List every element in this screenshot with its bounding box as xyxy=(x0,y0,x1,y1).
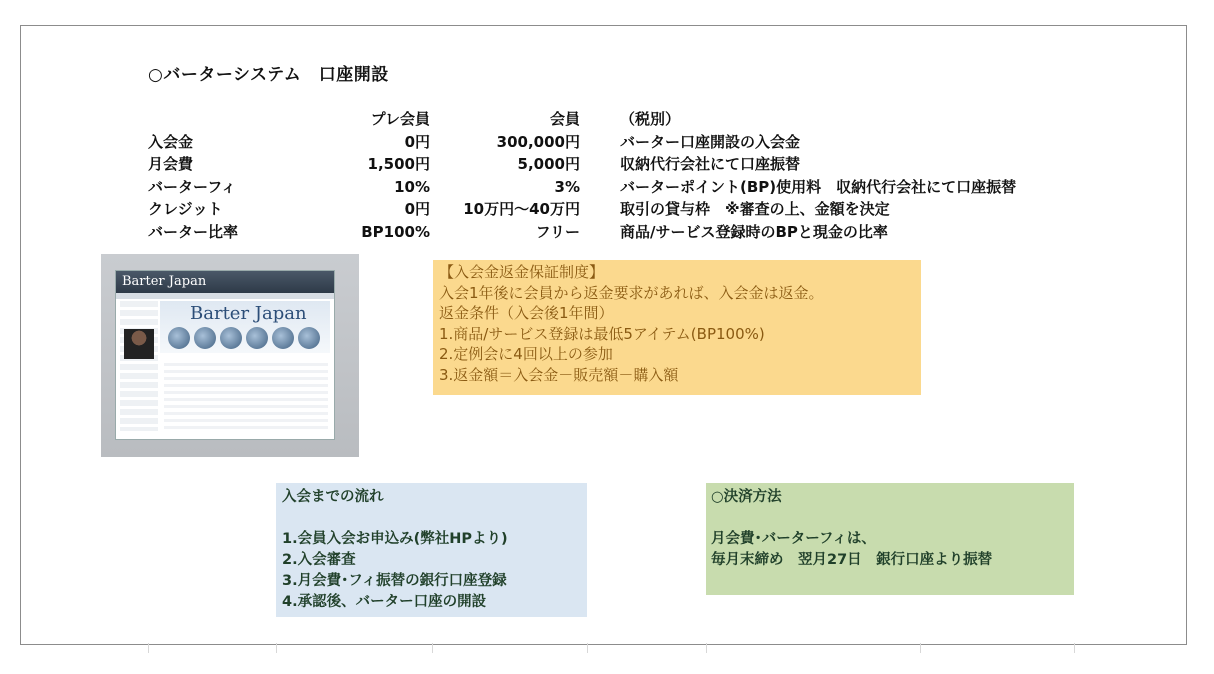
row-pre-member: BP100% xyxy=(361,222,430,241)
photo-orb xyxy=(246,327,268,349)
photo-orb xyxy=(220,327,242,349)
row-member: 5,000円 xyxy=(517,155,580,173)
spacer xyxy=(282,508,587,529)
row-pre-member: 0円 xyxy=(404,132,430,151)
screenshot-content-lines xyxy=(164,363,328,433)
row-note: 商品/サービス登録時のBPと現金の比率 xyxy=(620,222,888,241)
grid-tick xyxy=(1074,643,1075,653)
grid-tick xyxy=(706,643,707,653)
flow-step: 1.会員入会お申込み(弊社HPより) xyxy=(282,531,508,547)
fee-row-admission xyxy=(148,131,1016,154)
row-label: バーターフィ xyxy=(148,177,237,196)
screenshot-screen xyxy=(115,270,335,440)
photo-orb xyxy=(272,327,294,349)
row-member: 3% xyxy=(554,177,580,196)
grid-tick xyxy=(276,643,277,653)
refund-guarantee-box xyxy=(433,260,921,395)
photo-orb xyxy=(194,327,216,349)
screenshot-sidebar xyxy=(120,301,158,431)
fee-row-credit xyxy=(148,198,1016,221)
row-note: 収納代行会社にて口座振替 xyxy=(620,155,801,173)
grid-tick xyxy=(432,643,433,653)
fee-row-monthly xyxy=(148,153,1016,176)
row-note: バーターポイント(BP)使用料 収納代行会社にて口座振替 xyxy=(620,177,1017,196)
refund-line: 3.返金額＝入会金－販売額－購入額 xyxy=(439,365,679,384)
payment-line: 毎月末締め 翌月27日 銀行口座より振替 xyxy=(711,552,993,568)
fee-table xyxy=(148,108,1016,243)
payment-line: 月会費･バーターフィは、 xyxy=(711,531,876,547)
flow-step: 4.承認後、バーター口座の開設 xyxy=(282,594,487,610)
row-member: 10万円～40万円 xyxy=(463,200,580,218)
row-label: バーター比率 xyxy=(148,222,239,241)
fee-row-barter-fee xyxy=(148,176,1016,199)
person-photo xyxy=(124,329,154,359)
refund-line: 入会1年後に会員から返金要求があれば、入会金は返金。 xyxy=(439,283,824,302)
banner-logo: Barter Japan xyxy=(190,303,307,324)
header-label xyxy=(148,108,346,131)
row-pre-member: 1,500円 xyxy=(367,155,430,173)
grid-tick xyxy=(148,643,149,653)
flow-step: 2.入会審査 xyxy=(282,552,356,568)
row-label: 月会費 xyxy=(148,155,194,173)
signup-flow-box xyxy=(276,483,587,617)
row-member: フリー xyxy=(535,222,580,241)
row-label: クレジット xyxy=(148,200,223,218)
website-screenshot-image xyxy=(101,254,359,457)
row-note: バーター口座開設の入会金 xyxy=(620,132,801,151)
grid-tick xyxy=(920,643,921,653)
screenshot-banner xyxy=(160,301,330,353)
screenshot-header xyxy=(116,271,334,293)
photo-orb xyxy=(168,327,190,349)
header-member: 会員 xyxy=(549,110,580,128)
refund-line: 【入会金返金保証制度】 xyxy=(439,263,605,281)
payment-title: ○決済方法 xyxy=(711,489,782,505)
photo-orb xyxy=(298,327,320,349)
flow-title: 入会までの流れ xyxy=(282,489,384,505)
screenshot-logo: Barter Japan xyxy=(122,274,207,289)
header-note: （税別） xyxy=(620,110,681,128)
row-pre-member: 0円 xyxy=(404,200,430,218)
banner-photos xyxy=(168,327,320,349)
screenshot-nav xyxy=(116,293,334,299)
row-note: 取引の貸与枠 ※審査の上、金額を決定 xyxy=(620,200,890,218)
row-pre-member: 10% xyxy=(394,177,430,196)
refund-line: 1.商品/サービス登録は最低5アイテム(BP100%) xyxy=(439,324,765,343)
fee-table-header xyxy=(148,108,1016,131)
page-title: ○バーターシステム 口座開設 xyxy=(148,65,389,85)
refund-line: 2.定例会に4回以上の参加 xyxy=(439,345,613,363)
row-label: 入会金 xyxy=(148,132,194,151)
row-member: 300,000円 xyxy=(496,132,580,151)
fee-row-barter-ratio xyxy=(148,221,1016,244)
spacer xyxy=(711,508,1074,529)
payment-method-box xyxy=(706,483,1074,595)
grid-tick xyxy=(587,643,588,653)
flow-step: 3.月会費･フィ振替の銀行口座登録 xyxy=(282,573,507,589)
refund-line: 返金条件（入会後1年間） xyxy=(439,304,614,322)
header-pre-member: プレ会員 xyxy=(370,110,430,128)
